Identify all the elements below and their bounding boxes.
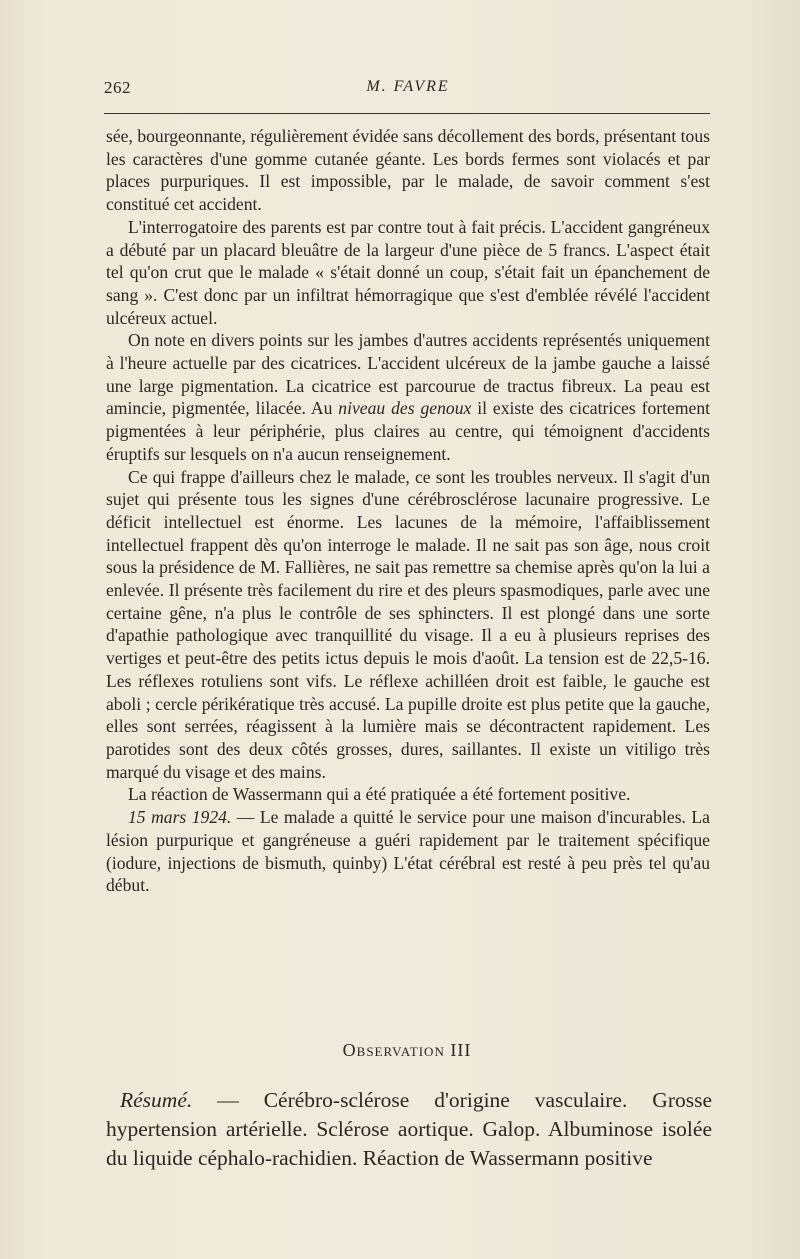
body-text <box>106 125 710 897</box>
paragraph-dated-entry <box>106 806 710 897</box>
paragraph-interrogatoire: L'interrogatoire des parents est par contre tout à fait précis. L'accident gangréneux a débuté par un placard bleuâtre de la largeur d'une pièce de 5 francs. L'aspect était tel qu'on crut que le malade « s'était donné un coup, s'était fait un épanchement de sang ». C'est donc par un infiltrat hémorragique que s'est d'emblée révélé l'accident ulcéreux actuel. <box>106 216 710 328</box>
paragraph-wassermann: La réaction de Wassermann qui a été pratiquée a été fortement positive. <box>128 784 631 805</box>
running-head: M. FAVRE <box>366 78 450 95</box>
header-rule <box>104 113 710 114</box>
observation-resume <box>106 1086 712 1173</box>
observation-title: Observation III <box>342 1040 472 1060</box>
paragraph-continuation: sée, bourgeonnante, régulièrement évidée sans décollement des bords, présentant tous les caractères d'une gomme cutanée géante. Les bords fermes sont violacés et par places purpuriques. Il est impossible, par le malade, de savoir comment s'est constitué cet accident. <box>106 126 710 215</box>
italic-genoux: niveau des genoux <box>338 398 472 419</box>
entry-text: — Le malade a quitté le service pour une maison d'incurables. La lésion purpurique et gangréneuse a guéri rapidement par le traitement spécifique (iodure, injections de bismuth, quinby) L'état cérébral est resté à peu près tel qu'au début. <box>106 807 710 896</box>
page-header <box>104 78 712 102</box>
paragraph-troubles-nerveux: Ce qui frappe d'ailleurs chez le malade, ce sont les troubles nerveux. Il s'agit d'un sujet qui présente tous les signes d'une cérébrosclérose lacunaire progressive. Le déficit intellectuel est énorme. Les lacunes de la mémoire, l'affaiblissement intellectuel frappent dès qu'on interroge le malade. Il ne sait pas son âge, nous croit sous la présidence de M. Fallières, ne sait pas remettre sa chemise après qu'on la lui a enlevée. Il présente très facilement du rire et des pleurs spasmodiques, parle avec une certaine gêne, n'a plus le contrôle de ses sphincters. Il est plongé dans une sorte d'apathie pathologique avec tranquillité du visage. Il a eu à plusieurs reprises des vertiges et peut-être des petits ictus depuis le mois d'août. La tension est de 22,5-16. Les réflexes rotuliens sont vifs. Le réflexe achilléen droit est faible, le gauche est aboli ; cercle périkératique très accusé. La pupille droite est plus petite que la gauche, elles sont serrées, réagissent à la lumière mais se décontractent rapidement. Les parotides sont des deux côtés grosses, dures, saillantes. Il existe un vitiligo très marqué du visage et des mains. <box>106 466 710 782</box>
resume-text: — Cérébro-sclérose d'origine vasculaire. Grosse hypertension artérielle. Sclérose aortique. Galop. Albuminose isolée du liquide céphalo-rachidien. Réaction de Wassermann positive <box>106 1088 712 1170</box>
paragraph-jambes-text-end: il existe des cicatrices fortement pigmentées à leur périphérie, plus claires au centre, qui témoignent d'accidents éruptifs sur lesquels on n'a aucun renseignement. <box>106 398 711 464</box>
paragraph-jambes-text: On note en divers points sur les jambes d'autres accidents représentés uniquement à l'heure actuelle par des cicatrices. L'accident ulcéreux de la jambe gauche a laissé une large pigmentation. La cicatrice est parcourue de tractus fibreux. La peau est amincie, pigmentée, lilacée. Au <box>106 330 710 419</box>
entry-date: 15 mars 1924. <box>128 807 232 828</box>
paragraph-jambes <box>106 329 710 465</box>
page-number: 262 <box>104 78 131 97</box>
resume-label: Résumé. <box>120 1088 193 1112</box>
